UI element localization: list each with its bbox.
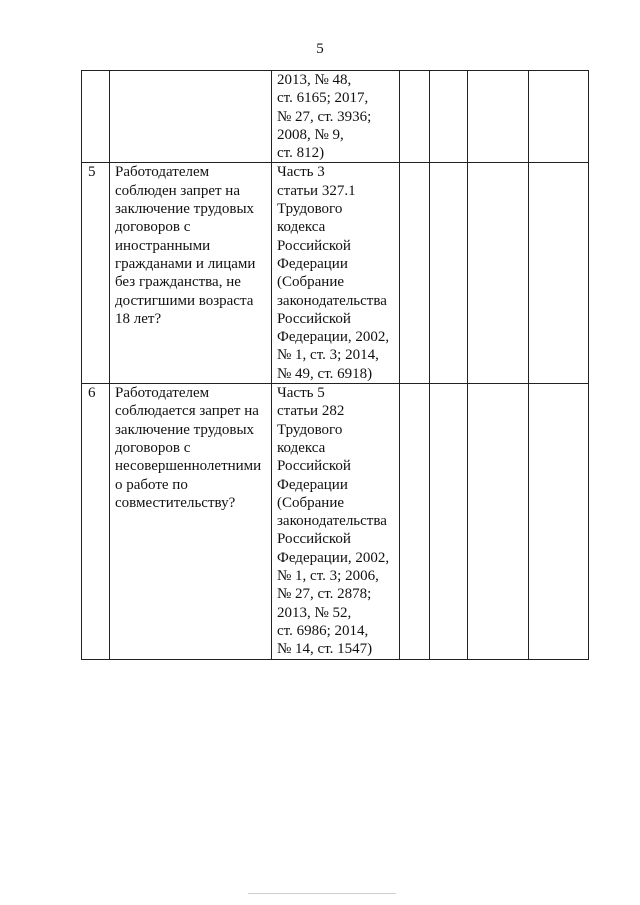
- table-row-item-6: [82, 384, 589, 659]
- item-number: [82, 71, 110, 163]
- page-number: 5: [316, 41, 324, 57]
- item-requisites: 2013, № 48, ст. 6165; 2017, № 27, ст. 3936; 2008, № 9, ст. 812): [272, 71, 400, 163]
- answer-no-cell: [430, 163, 468, 384]
- answer-yes-cell: [400, 71, 430, 163]
- item-requisites: Часть 5 статьи 282 Трудового кодекса Российской Федерации (Собрание законодательства Российской Федерации, 2002, № 1, ст. 3; 2006, № 27, ст. 2878; 2013, № 52, ст. 6986; 2014, № 14, ст. 1547): [272, 384, 400, 659]
- item-question: [110, 71, 272, 163]
- answer-note-cell: [529, 163, 589, 384]
- checklist-table: [81, 70, 589, 660]
- answer-na-cell: [468, 384, 529, 659]
- answer-note-cell: [529, 384, 589, 659]
- item-number: 5: [82, 163, 110, 384]
- answer-yes-cell: [400, 384, 430, 659]
- answer-na-cell: [468, 163, 529, 384]
- table-row-item-5: [82, 163, 589, 384]
- item-number: 6: [82, 384, 110, 659]
- item-question: Работодателем соблюден запрет на заключение трудовых договоров с иностранными гражданами и лицами без гражданства, не достигшими возраста 18 лет?: [110, 163, 272, 384]
- answer-no-cell: [430, 71, 468, 163]
- answer-yes-cell: [400, 163, 430, 384]
- table-row-continuation: [82, 71, 589, 163]
- bottom-divider: [248, 893, 396, 894]
- item-question: Работодателем соблюдается запрет на заключение трудовых договоров с несовершеннолетними о работе по совместительству?: [110, 384, 272, 659]
- answer-note-cell: [529, 71, 589, 163]
- item-requisites: Часть 3 статьи 327.1 Трудового кодекса Российской Федерации (Собрание законодательства Российской Федерации, 2002, № 1, ст. 3; 2014, № 49, ст. 6918): [272, 163, 400, 384]
- answer-na-cell: [468, 71, 529, 163]
- answer-no-cell: [430, 384, 468, 659]
